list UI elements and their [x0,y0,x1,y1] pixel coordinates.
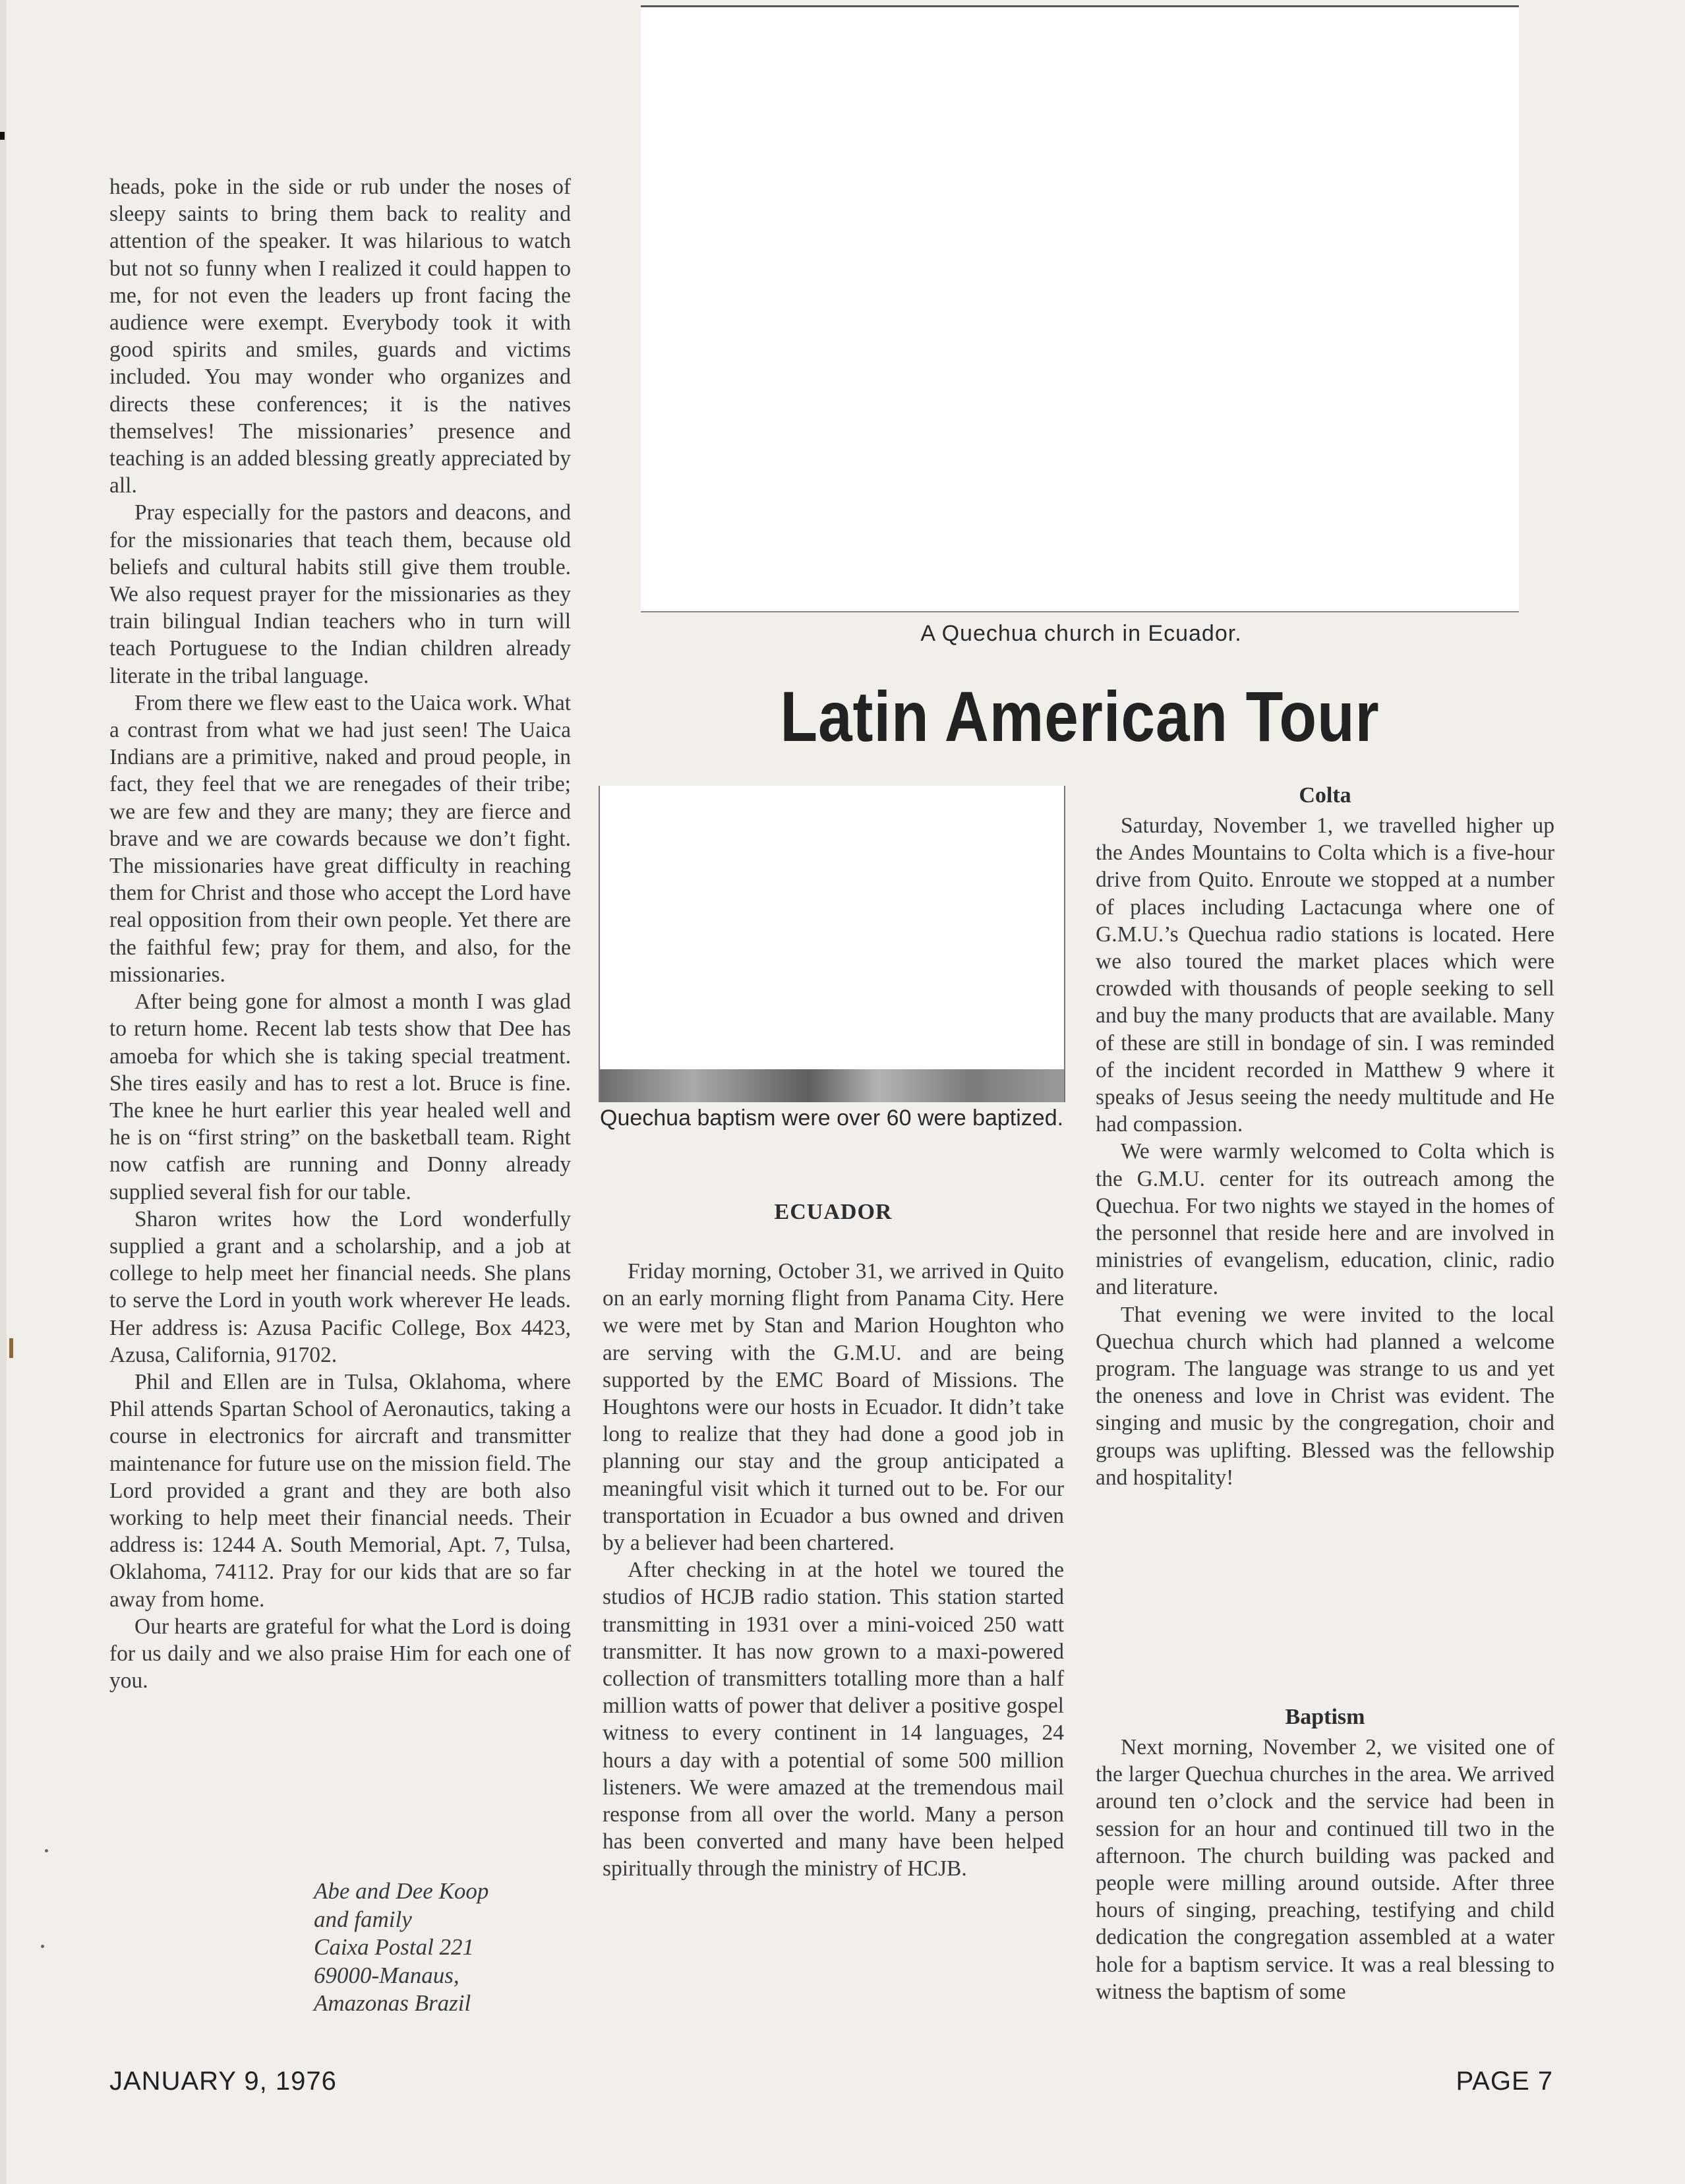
right-column-baptism [1096,1734,1554,2005]
left-paragraph: Sharon writes how the Lord wonderfully supplied a grant and a scholarship, and a job at college to help meet her financial needs. She plans to serve the Lord in youth work wherever He leads. Her address is: Azusa Pacific College, Box 4423, Azusa, California, 91702. [109,1206,571,1367]
scan-mark [0,132,5,140]
section-heading-colta: Colta [1299,783,1351,808]
photo-caption-baptism: Quechua baptism were over 60 were baptized. [600,1106,1064,1131]
photo-caption-church: A Quechua church in Ecuador. [920,621,1242,646]
signature-line: Amazonas Brazil [314,1990,471,2016]
photo-quechua-church [641,5,1519,612]
photo-visible-strip [600,1069,1064,1102]
left-paragraph: From there we flew east to the Uaica work. What a contrast from what we had just seen! The Uaica Indians are a primitive, naked and proud people, in fact, they feel that we are renegades of their tribe; we are few and they are many; they are fierce and brave and we are cowards because we don’t fight. The missionaries have great difficulty in reaching them for Christ and those who accept the Lord have real opposition from their own people. Yet there are the faithful few; pray for them, and also, for the missionaries. [109,690,571,987]
middle-paragraph: Friday morning, October 31, we arrived in Quito on an early morning flight from Panama City. Here we were met by Stan and Marion Houghton who are serving with the G.M.U. and are being supported by the EMC Board of Missions. The Houghtons were our hosts in Ecuador. It didn’t take long to realize that they had done a good job in planning our stay and the group anticipated a meaningful visit which it turned out to be. For our transportation in Ecuador a bus owned and driven by a believer had been chartered. [603,1259,1064,1556]
signature-line: Caixa Postal 221 [314,1934,475,1960]
scan-mark [9,1338,13,1358]
photo-quechua-baptism [599,786,1065,1102]
left-paragraph: After being gone for almost a month I was glad to return home. Recent lab tests show that Dee has amoeba for which she is taking special treatment. She tires easily and has to rest a lot. Bruce is fine. The knee he hurt earlier this year healed well and he is on “first string” on the basketball team. Right now catfish are running and Donny already supplied several fish for our table. [109,989,571,1204]
left-column [109,173,571,1694]
signature-line: and family [314,1906,412,1932]
middle-column [603,1258,1064,1883]
right-column [1096,812,1554,1491]
right-paragraph: We were warmly welcomed to Colta which is the G.M.U. center for its outreach among the Quechua. For two nights we stayed in the homes of the personnel that reside here and are involved in ministries of evangelism, education, clinic, radio and literature. [1096,1139,1554,1300]
scan-speck [41,1945,44,1948]
page-left-edge [0,0,7,2184]
section-heading-baptism: Baptism [1285,1705,1365,1729]
right-paragraph: Saturday, November 1, we travelled higher up the Andes Mountains to Colta which is a five-hour drive from Quito. Enroute we stopped at a number of places including Lactacunga where one of G.M.U.’s Quechua radio stations is located. Here we also toured the market places which were crowded with thousands of people seeking to sell and buy the many products that are available. Many of these are still in bondage of sin. I was reminded of the incident recorded in Matthew 9 where it speaks of Jesus seeing the needy multitude and He had compassion. [1096,813,1554,1137]
signature-line: 69000-Manaus, [314,1962,459,1988]
footer-date: JANUARY 9, 1976 [109,2067,337,2096]
left-paragraph: Our hearts are grateful for what the Lord is doing for us daily and we also praise Him for each one of you. [109,1614,571,1694]
left-paragraph: Pray especially for the pastors and deacons, and for the missionaries that teach them, because old beliefs and cultural habits still give them trouble. We also request prayer for the missionaries as they train bilingual Indian teachers who in turn will teach Portuguese to the Indian children already literate in the tribal language. [109,500,571,688]
right-paragraph: That evening we were invited to the local Quechua church which had planned a welcome program. The language was strange to us and yet the oneness and love in Christ was evident. The singing and music by the congregation, choir and groups was uplifting. Blessed was the fellowship and hospitality! [1096,1302,1554,1490]
middle-paragraph: After checking in at the hotel we toured the studios of HCJB radio station. This station started transmitting in 1931 over a mini-voiced 250 watt transmitter. It has now grown to a maxi-powered collection of transmitters totalling more than a half million watts of power that deliver a positive gospel witness to every continent in 14 languages, 24 hours a day with a potential of some 500 million listeners. We were amazed at the tremendous mail response from all over the world. Many a person has been converted and many have been helped spiritually through the ministry of HCJB. [603,1558,1064,1881]
signature-line: Abe and Dee Koop [314,1878,489,1904]
signature-block [314,1877,488,2018]
left-paragraph: heads, poke in the side or rub under the noses of sleepy saints to bring them back to reality and attention of the speaker. It was hilarious to watch but not so funny when I realized it could happen to me, for not even the leaders up front facing the audience were exempt. Everybody took it with good spirits and smiles, guards and victims included. You may wonder who organizes and directs these conferences; it is the natives themselves! The missionaries’ presence and teaching is an added blessing greatly appreciated by all. [109,175,571,498]
right-paragraph: Next morning, November 2, we visited one of the larger Quechua churches in the area. We arrived around ten o’clock and the service had been in session for an hour and continued till two in the afternoon. The church building was packed and people were milling around outside. After three hours of singing, preaching, testifying and child dedication the congregation assembled at a water hole for a baptism service. It was a real blessing to witness the baptism of some [1096,1735,1554,2004]
article-title: Latin American Tour [780,676,1380,756]
scan-speck [45,1849,48,1852]
section-heading-ecuador: ECUADOR [774,1200,893,1224]
left-paragraph: Phil and Ellen are in Tulsa, Oklahoma, where Phil attends Spartan School of Aeronautics, taking a course in electronics for aircraft and transmitter maintenance for future use on the mission field. The Lord provided a grant and they are both also working to help meet their financial needs. Their address is: 1244 A. South Memorial, Apt. 7, Tulsa, Oklahoma, 74112. Pray for our kids that are so far away from home. [109,1369,571,1612]
footer-page-number: PAGE 7 [1456,2067,1553,2096]
